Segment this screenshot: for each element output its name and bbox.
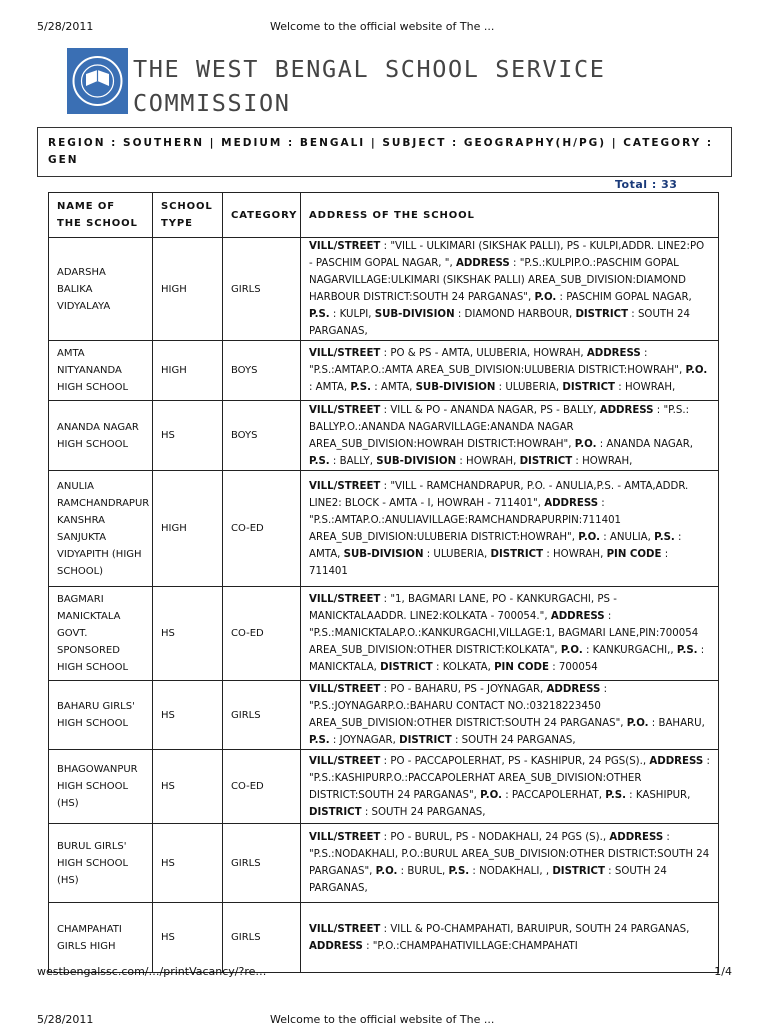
school-name: ADARSHA BALIKA VIDYALAYA: [49, 238, 153, 341]
address-field-value: BALLY,: [339, 455, 374, 467]
address-field-label: DISTRICT: [380, 662, 433, 673]
table-row: [49, 238, 719, 341]
address-field-label: SUB-DIVISION: [376, 455, 457, 467]
address-field-value: BURUL,: [407, 866, 446, 877]
address-field-label: SUB-DIVISION: [374, 309, 455, 320]
address-field-label: ADDRESS: [599, 404, 654, 416]
school-category: CO-ED: [223, 750, 301, 824]
address-field-value: "P.S.:MANICKTALAP.O.:KANKURGACHI,VILLAGE:1, BAGMARI LANE,PIN:700054 AREA_SUB_DIVISION:OTHER DISTRICT:KOLKATA",: [309, 628, 699, 656]
school-address: VILL/STREET : PO - BAHARU, PS - JOYNAGAR, ADDRESS : "P.S.:JOYNAGARP.O.:BAHARU CONTACT NO.:03218223450 AREA_SUB_DIVISION:OTHER DISTRICT:SOUTH 24 PARGANAS", P.O. : BAHARU, P.S. : JOYNAGAR, DISTRICT : SOUTH 24 PARGANAS,: [301, 681, 719, 750]
address-field-value: PO - PACCAPOLERHAT, PS - KASHIPUR, 24 PGS(S).,: [390, 755, 647, 767]
address-field-value: HOWRAH,: [624, 382, 676, 393]
table-row: [49, 750, 719, 824]
address-field-label: VILL/STREET: [309, 594, 381, 605]
address-field-label: DISTRICT: [399, 735, 452, 746]
address-field-value: PASCHIM GOPAL NAGAR,: [566, 292, 692, 303]
footer-url: westbengalssc.com/…/printVacancy/?re…: [37, 965, 267, 978]
school-type: HIGH: [153, 341, 223, 401]
address-field-value: ANULIA,: [609, 531, 651, 543]
address-field-label: SUB-DIVISION: [343, 548, 424, 560]
table-row: [49, 471, 719, 587]
address-field-label: DISTRICT: [519, 455, 573, 467]
address-field-label: ADDRESS: [550, 611, 605, 622]
school-address: VILL/STREET : VILL & PO - ANANDA NAGAR, PS - BALLY, ADDRESS : "P.S.: BALLYP.O.:ANANDA NAGARVILLAGE:ANANDA NAGAR AREA_SUB_DIVISION:HOWRAH DISTRICT:HOWRAH", P.O. : ANANDA NAGAR, P.S. : BALLY, SUB-DIVISION : HOWRAH, DISTRICT : HOWRAH,: [301, 401, 719, 471]
school-type: HIGH: [153, 471, 223, 587]
address-field-label: ADDRESS: [309, 940, 363, 952]
address-field-value: KANKURGACHI,,: [592, 645, 674, 656]
school-name: BHAGOWANPUR HIGH SCHOOL (HS): [49, 750, 153, 824]
address-field-value: NODAKHALI, ,: [479, 866, 550, 877]
school-name: CHAMPAHATI GIRLS HIGH: [49, 903, 153, 973]
commission-logo: [67, 48, 128, 114]
address-field-value: HOWRAH,: [553, 548, 604, 560]
address-field-value: AMTA,: [315, 382, 348, 393]
address-field-label: ADDRESS: [546, 684, 601, 695]
site-title: THE WEST BENGAL SCHOOL SERVICE COMMISSION: [133, 55, 606, 117]
address-field-label: P.S.: [350, 382, 371, 393]
address-field-value: VILL & PO - ANANDA NAGAR, PS - BALLY,: [390, 404, 597, 416]
address-field-value: "1, BAGMARI LANE, PO - KANKURGACHI, PS - MANICKTALAADDR. LINE2:KOLKATA - 700054.",: [309, 594, 617, 622]
address-field-label: ADDRESS: [649, 755, 704, 767]
address-field-value: SOUTH 24 PARGANAS,: [461, 735, 576, 746]
school-type: HS: [153, 681, 223, 750]
address-field-label: P.S.: [605, 789, 626, 801]
school-type: HIGH: [153, 238, 223, 341]
school-category: CO-ED: [223, 471, 301, 587]
next-print-date: 5/28/2011: [37, 1013, 94, 1026]
school-type: HS: [153, 903, 223, 973]
address-field-value: KOLKATA,: [442, 662, 491, 673]
address-field-value: KULPI,: [339, 309, 372, 320]
address-field-value: VILL & PO-CHAMPAHATI, BARUIPUR, SOUTH 24 PARGANAS,: [390, 923, 690, 935]
school-name: ANANDA NAGAR HIGH SCHOOL: [49, 401, 153, 471]
table-row: [49, 681, 719, 750]
address-field-value: 700054: [558, 662, 598, 673]
address-field-label: P.O.: [560, 645, 583, 656]
address-field-value: PACCAPOLERHAT,: [511, 789, 603, 801]
address-field-value: "P.S.:AMTAP.O.:ANULIAVILLAGE:RAMCHANDRAPURPIN:711401 AREA_SUB_DIVISION:ULUBERIA DISTRICT:HOWRAH",: [309, 514, 622, 543]
address-field-label: DISTRICT: [575, 309, 629, 320]
address-field-label: P.O.: [626, 718, 649, 729]
school-name: BAGMARI MANICKTALA GOVT. SPONSORED HIGH SCHOOL: [49, 587, 153, 681]
address-field-value: PO & PS - AMTA, ULUBERIA, HOWRAH,: [390, 348, 584, 359]
address-field-value: JOYNAGAR,: [339, 735, 396, 746]
address-field-value: AMTA,: [380, 382, 413, 393]
address-field-value: HOWRAH,: [466, 455, 517, 467]
school-address: VILL/STREET : "1, BAGMARI LANE, PO - KANKURGACHI, PS - MANICKTALAADDR. LINE2:KOLKATA - 700054.", ADDRESS : "P.S.:MANICKTALAP.O.:KANKURGACHI,VILLAGE:1, BAGMARI LANE,PIN:700054 AREA_SUB_DIVISION:OTHER DISTRICT:KOLKATA", P.O. : KANKURGACHI,, P.S. : MANICKTALA, DISTRICT : KOLKATA, PIN CODE : 700054: [301, 587, 719, 681]
school-address: VILL/STREET : PO - PACCAPOLERHAT, PS - KASHIPUR, 24 PGS(S)., ADDRESS : "P.S.:KASHIPURP.O.:PACCAPOLERHAT AREA_SUB_DIVISION:OTHER DISTRICT:SOUTH 24 PARGANAS", P.O. : PACCAPOLERHAT, P.S. : KASHIPUR, DISTRICT : SOUTH 24 PARGANAS,: [301, 750, 719, 824]
school-address: VILL/STREET : "VILL - RAMCHANDRAPUR, P.O. - ANULIA,P.S. - AMTA,ADDR. LINE2: BLOCK - AMTA - I, HOWRAH - 711401", ADDRESS : "P.S.:AMTAP.O.:ANULIAVILLAGE:RAMCHANDRAPURPIN:711401 AREA_SUB_DIVISION:ULUBERIA DISTRICT:HOWRAH", P.O. : ANULIA, P.S. : AMTA, SUB-DIVISION : ULUBERIA, DISTRICT : HOWRAH, PIN CODE : 711401: [301, 471, 719, 587]
school-address: VILL/STREET : PO & PS - AMTA, ULUBERIA, HOWRAH, ADDRESS : "P.S.:AMTAP.O.:AMTA AREA_SUB_DIVISION:ULUBERIA DISTRICT:HOWRAH", P.O. : AMTA, P.S. : AMTA, SUB-DIVISION : ULUBERIA, DISTRICT : HOWRAH,: [301, 341, 719, 401]
address-field-label: PIN CODE: [494, 662, 549, 673]
address-field-label: P.S.: [676, 645, 698, 656]
address-field-value: SOUTH 24 PARGANAS,: [371, 806, 486, 818]
address-field-label: PIN CODE: [606, 548, 662, 560]
table-row: [49, 401, 719, 471]
school-address: VILL/STREET : PO - BURUL, PS - NODAKHALI, 24 PGS (S)., ADDRESS : "P.S.:NODAKHALI, P.O.:BURUL AREA_SUB_DIVISION:OTHER DISTRICT:SOUTH 24 PARGANAS", P.O. : BURUL, P.S. : NODAKHALI, , DISTRICT : SOUTH 24 PARGANAS,: [301, 824, 719, 903]
school-name: BURUL GIRLS' HIGH SCHOOL (HS): [49, 824, 153, 903]
address-field-value: ANANDA NAGAR,: [606, 438, 694, 450]
address-field-label: ADDRESS: [609, 832, 664, 843]
address-field-label: VILL/STREET: [309, 755, 381, 767]
school-category: BOYS: [223, 341, 301, 401]
school-name: ANULIA RAMCHANDRAPUR KANSHRA SANJUKTA VIDYAPITH (HIGH SCHOOL): [49, 471, 153, 587]
school-type: HS: [153, 824, 223, 903]
print-date: 5/28/2011: [37, 20, 94, 33]
address-field-value: HOWRAH,: [582, 455, 633, 467]
school-name: AMTA NITYANANDA HIGH SCHOOL: [49, 341, 153, 401]
address-field-label: DISTRICT: [309, 806, 362, 818]
school-category: GIRLS: [223, 681, 301, 750]
address-field-label: SUB-DIVISION: [415, 382, 496, 393]
address-field-value: "P.S.:JOYNAGARP.O.:BAHARU CONTACT NO.:03218223450 AREA_SUB_DIVISION:OTHER DISTRICT:SOUTH 24 PARGANAS",: [309, 701, 624, 729]
address-field-value: KASHIPUR,: [635, 789, 691, 801]
address-field-value: SOUTH 24 PARGANAS,: [309, 866, 667, 894]
address-field-label: VILL/STREET: [309, 684, 381, 695]
school-name: BAHARU GIRLS' HIGH SCHOOL: [49, 681, 153, 750]
header-address: ADDRESS OF THE SCHOOL: [301, 193, 719, 238]
address-field-value: MANICKTALA,: [309, 662, 377, 673]
school-address: VILL/STREET : VILL & PO-CHAMPAHATI, BARUIPUR, SOUTH 24 PARGANAS, ADDRESS : "P.O.:CHAMPAHATIVILLAGE:CHAMPAHATI: [301, 903, 719, 973]
table-row: [49, 903, 719, 973]
address-field-value: "VILL - RAMCHANDRAPUR, P.O. - ANULIA,P.S. - AMTA,ADDR. LINE2: BLOCK - AMTA - I, HOWRAH - 711401",: [309, 480, 689, 509]
address-field-label: P.S.: [448, 866, 470, 877]
print-title: Welcome to the official website of The ...: [270, 20, 495, 33]
address-field-label: VILL/STREET: [309, 923, 381, 935]
school-category: GIRLS: [223, 238, 301, 341]
school-category: CO-ED: [223, 587, 301, 681]
address-field-value: SOUTH 24 PARGANAS,: [309, 309, 690, 337]
address-field-label: DISTRICT: [562, 382, 616, 393]
address-field-value: "P.S.:KULPIP.O.:PASCHIM GOPAL NAGARVILLAGE:ULKIMARI (SIKSHAK PALLI) AREA_SUB_DIVISION:DIAMOND HARBOUR DISTRICT:SOUTH 24 PARGANAS",: [309, 258, 686, 303]
address-field-label: ADDRESS: [586, 348, 641, 359]
address-field-value: 711401: [309, 565, 348, 577]
address-field-label: P.S.: [309, 735, 330, 746]
address-field-label: VILL/STREET: [309, 832, 381, 843]
footer-page: 1/4: [714, 965, 732, 978]
address-field-label: P.S.: [309, 309, 330, 320]
address-field-value: "P.S.: BALLYP.O.:ANANDA NAGARVILLAGE:ANANDA NAGAR AREA_SUB_DIVISION:HOWRAH DISTRICT:HOWRAH",: [309, 404, 690, 450]
address-field-value: "P.S.:AMTAP.O.:AMTA AREA_SUB_DIVISION:ULUBERIA DISTRICT:HOWRAH",: [309, 365, 683, 376]
school-category: GIRLS: [223, 903, 301, 973]
address-field-value: PO - BAHARU, PS - JOYNAGAR,: [390, 684, 544, 695]
school-type: HS: [153, 587, 223, 681]
address-field-value: "P.S.:KASHIPURP.O.:PACCAPOLERHAT AREA_SUB_DIVISION:OTHER DISTRICT:SOUTH 24 PARGANAS",: [309, 772, 642, 801]
address-field-label: DISTRICT: [490, 548, 544, 560]
table-row: [49, 341, 719, 401]
address-field-value: "P.O.:CHAMPAHATIVILLAGE:CHAMPAHATI: [372, 940, 578, 952]
address-field-value: ULUBERIA,: [433, 548, 488, 560]
address-field-value: ULUBERIA,: [505, 382, 560, 393]
address-field-label: P.O.: [574, 438, 597, 450]
school-category: GIRLS: [223, 824, 301, 903]
school-type: HS: [153, 401, 223, 471]
address-field-value: "P.S.:NODAKHALI, P.O.:BURUL AREA_SUB_DIVISION:OTHER DISTRICT:SOUTH 24 PARGANAS",: [309, 849, 710, 877]
address-field-value: BAHARU,: [658, 718, 705, 729]
address-field-label: P.S.: [654, 531, 675, 543]
address-field-label: P.O.: [685, 365, 708, 376]
table-row: [49, 587, 719, 681]
school-type: HS: [153, 750, 223, 824]
filter-criteria: REGION : SOUTHERN | MEDIUM : BENGALI | SUBJECT : GEOGRAPHY(H/PG) | CATEGORY : GEN: [37, 127, 732, 177]
address-field-label: P.O.: [534, 292, 557, 303]
total-count: Total : 33: [615, 178, 678, 191]
address-field-label: P.O.: [375, 866, 398, 877]
table-header-row: [49, 193, 719, 238]
school-address: VILL/STREET : "VILL - ULKIMARI (SIKSHAK PALLI), PS - KULPI,ADDR. LINE2:PO - PASCHIM GOPAL NAGAR, ", ADDRESS : "P.S.:KULPIP.O.:PASCHIM GOPAL NAGARVILLAGE:ULKIMARI (SIKSHAK PALLI) AREA_SUB_DIVISION:DIAMOND HARBOUR DISTRICT:SOUTH 24 PARGANAS", P.O. : PASCHIM GOPAL NAGAR, P.S. : KULPI, SUB-DIVISION : DIAMOND HARBOUR, DISTRICT : SOUTH 24 PARGANAS,: [301, 238, 719, 341]
address-field-label: VILL/STREET: [309, 480, 381, 492]
address-field-value: DIAMOND HARBOUR,: [464, 309, 573, 320]
address-field-label: ADDRESS: [544, 497, 599, 509]
school-category: BOYS: [223, 401, 301, 471]
header-name: NAME OF THE SCHOOL: [49, 193, 153, 238]
header-category: CATEGORY: [223, 193, 301, 238]
school-table: [48, 192, 719, 973]
address-field-label: P.O.: [480, 789, 502, 801]
address-field-value: AMTA,: [309, 548, 341, 560]
address-field-label: DISTRICT: [552, 866, 605, 877]
address-field-value: "VILL - ULKIMARI (SIKSHAK PALLI), PS - KULPI,ADDR. LINE2:PO - PASCHIM GOPAL NAGAR, ",: [309, 241, 705, 269]
address-field-label: ADDRESS: [455, 258, 510, 269]
address-field-label: P.O.: [578, 531, 600, 543]
header-type: SCHOOL TYPE: [153, 193, 223, 238]
next-print-title: Welcome to the official website of The ...: [270, 1013, 495, 1026]
address-field-label: VILL/STREET: [309, 241, 381, 252]
address-field-label: P.S.: [309, 455, 330, 467]
address-field-value: PO - BURUL, PS - NODAKHALI, 24 PGS (S).,: [390, 832, 607, 843]
address-field-label: VILL/STREET: [309, 404, 381, 416]
address-field-label: VILL/STREET: [309, 348, 381, 359]
table-row: [49, 824, 719, 903]
